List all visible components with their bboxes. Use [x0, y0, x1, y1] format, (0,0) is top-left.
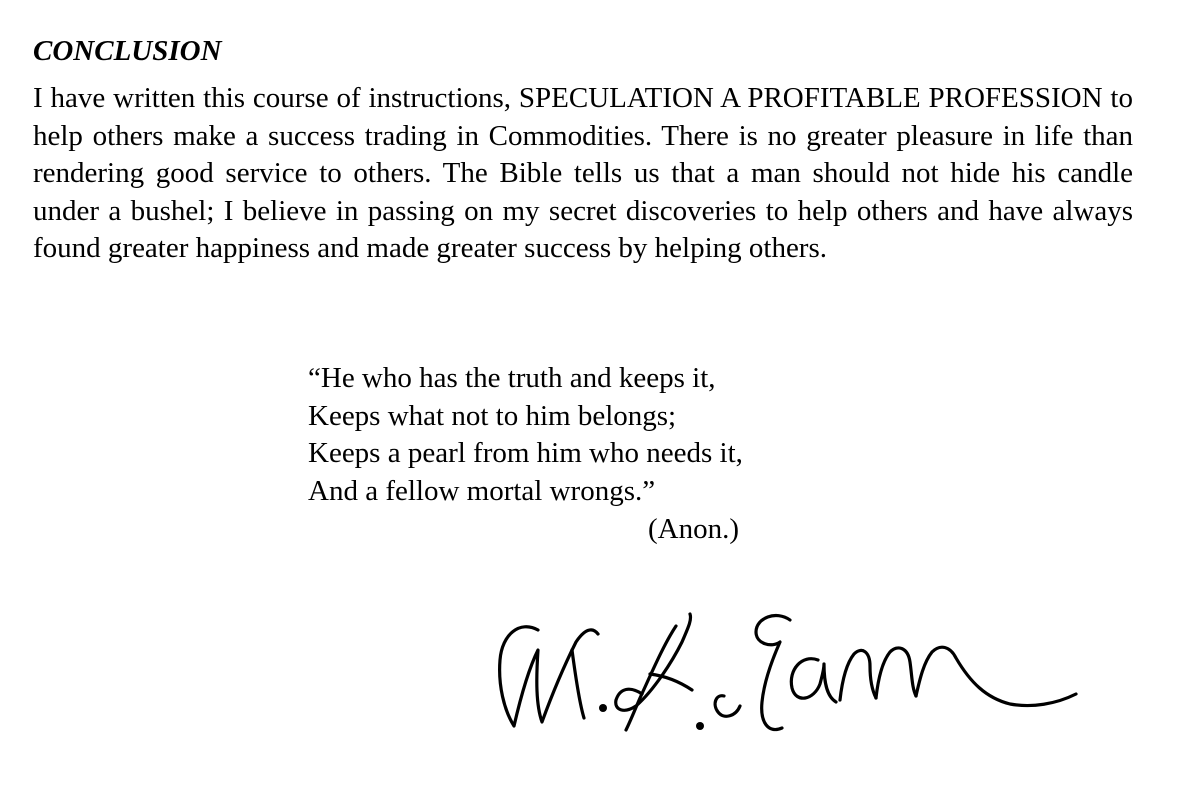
quote-attribution: (Anon.) [648, 513, 740, 545]
quote-line: Keeps what not to him belongs; [308, 399, 677, 432]
section-heading: CONCLUSION [33, 35, 222, 67]
conclusion-paragraph: I have written this course of instructions, SPECULATION A PROFITABLE PROFESSION to help others make a success trading in Commodities. There is no greater pleasure in life than rendering good service to others. The Bible tells us that a man should not hide his candle under a bushel; I believe in passing on my secret discoveries to help others and have always found greater happiness and made greater success by helping others. [33, 82, 1133, 264]
quote-line: And a fellow mortal wrongs.” [308, 474, 656, 507]
quote-line: Keeps a pearl from him who needs it, [308, 437, 743, 469]
quote-line: “He who has the truth and keeps it, [308, 362, 716, 394]
quote-block [308, 360, 743, 510]
signature-image [480, 590, 1120, 750]
